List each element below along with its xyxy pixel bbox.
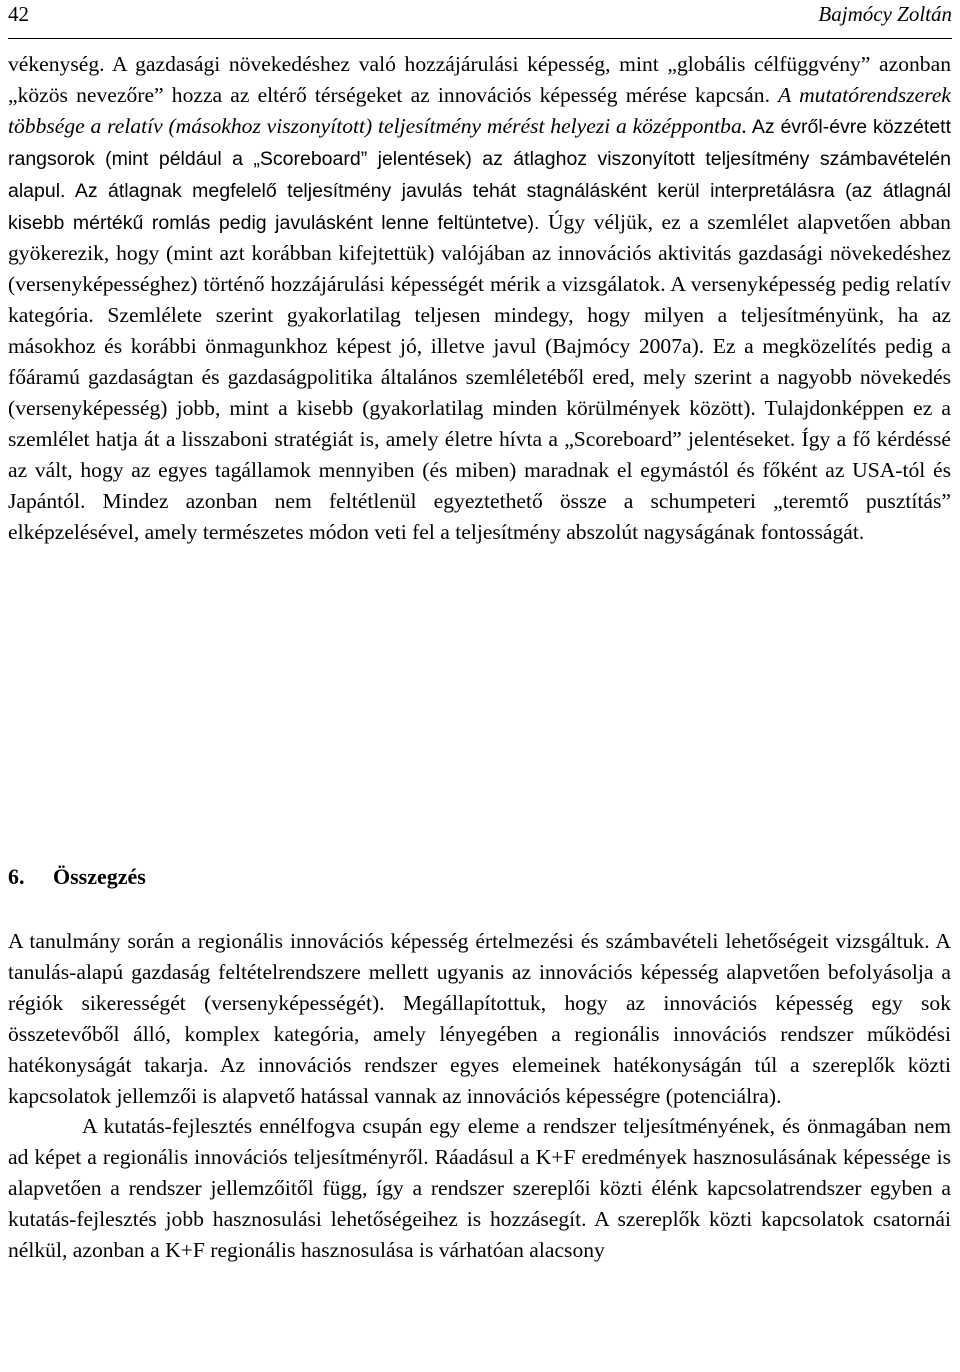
paragraph-2 (8, 926, 951, 1266)
page-number: 42 (8, 2, 29, 26)
paragraph-3-text: A kutatás-fejlesztés ennélfogva csupán egy eleme a rendszer teljesítményének, és önmagában nem ad képet a regionális innovációs teljesítményről. Ráadásul a K+F eredmények hasznosulásának képessége is alapvetően a rendszer jellemzőitől függ, így a rendszer szereplői közti élénk kapcsolatrendszer egyben a kutatás-fejlesztés jobb hasznosulási lehetőségeihez is hozzásegít. A szereplők közti kapcsolatok csatornái nélkül, azonban a K+F regionális hasznosulása is várhatóan alacsony (8, 1114, 951, 1263)
section-number: 6. (8, 864, 25, 889)
page-header (8, 0, 952, 39)
paragraph-1-text-continued: Úgy véljük, ez a szemlélet alapvetően abban gyökerezik, hogy (mint azt korábban kifejtettük) valójában az innovációs aktivitás gazdasági növekedéshez (versenyképességhez) történő hozzájárulási képességét mérik a vizsgálatok. A versenyképesség pedig relatív kategória. Szemlélete szerint gyakorlatilag teljesen mindegy, hogy milyen a teljesítményünk, ha az másokhoz és korábbi önmagunkhoz képest jó, illetve javul (Bajmócy 2007a). Ez a megközelítés pedig a főáramú gazdaságtan és gazdaságpolitika általános szemléletéből ered, mely szerint a nagyobb növekedés (versenyképesség) jobb, mint a kisebb (gyakorlatilag minden körülmények között). Tulajdonképpen ez a szemlélet hatja át a lisszaboni stratégiát is, amely életre hívta a „Scoreboard” jelentéseket. Így a fő kérdéssé az vált, hogy az egyes tagállamok mennyiben (és miben) maradnak el egymástól és főként az USA-tól és Japántól. Mindez azonban nem feltétlenül egyeztethető össze a schumpeteri „teremtő pusztítás” elképzelésével, amely természetes módon veti fel a teljesítmény abszolút nagyságának fontosságát. (8, 209, 951, 544)
paragraph-2-text: A tanulmány során a regionális innovációs képesség értelmezési és számbavételi lehetőségeit vizsgáltuk. A tanulás-alapú gazdaság feltételrendszere mellett ugyanis az innovációs képesség alapvetően befolyásolja a régiók sikerességét (versenyképességét). Megállapítottuk, hogy az innovációs képesség egy sok összetevőből álló, komplex kategória, amely lényegében a regionális innovációs rendszer működési hatékonyságát takarja. Az innovációs rendszer egyes elemeinek hatékonyságán túl a szereplők közti kapcsolatok jellemzői is alapvető hatással vannak az innovációs képességre (potenciálra). (8, 929, 951, 1108)
running-author: Bajmócy Zoltán (818, 2, 952, 26)
section-title: Összegzés (53, 864, 146, 889)
paragraph-1-text: vékenység. A gazdasági növekedéshez való hozzájárulási képesség, mint „globális célfüggvény” azonban „közös nevezőre” hozza az eltérő térségeket az innovációs képesség mérése kapcsán. (8, 52, 951, 107)
paragraph-1-italic-sentence: A mutatórendszerek többsége a relatív (másokhoz viszonyított) teljesítmény mérést helyezi a középpontba. (8, 82, 952, 138)
paragraph-1-sans-sentences: Az évről-évre közzétett rangsorok (mint például a „Scoreboard” jelentések) az átlaghoz viszonyított teljesítmény számbavételén alapul. Az átlagnak megfelelő teljesítmény javulás tehát stagnálásként kerül interpretálásra (az átlagnál kisebb mértékű romlás pedig javulásként lenne feltüntetve). (8, 115, 951, 234)
section-heading (8, 864, 146, 890)
paragraph-1 (8, 49, 951, 548)
